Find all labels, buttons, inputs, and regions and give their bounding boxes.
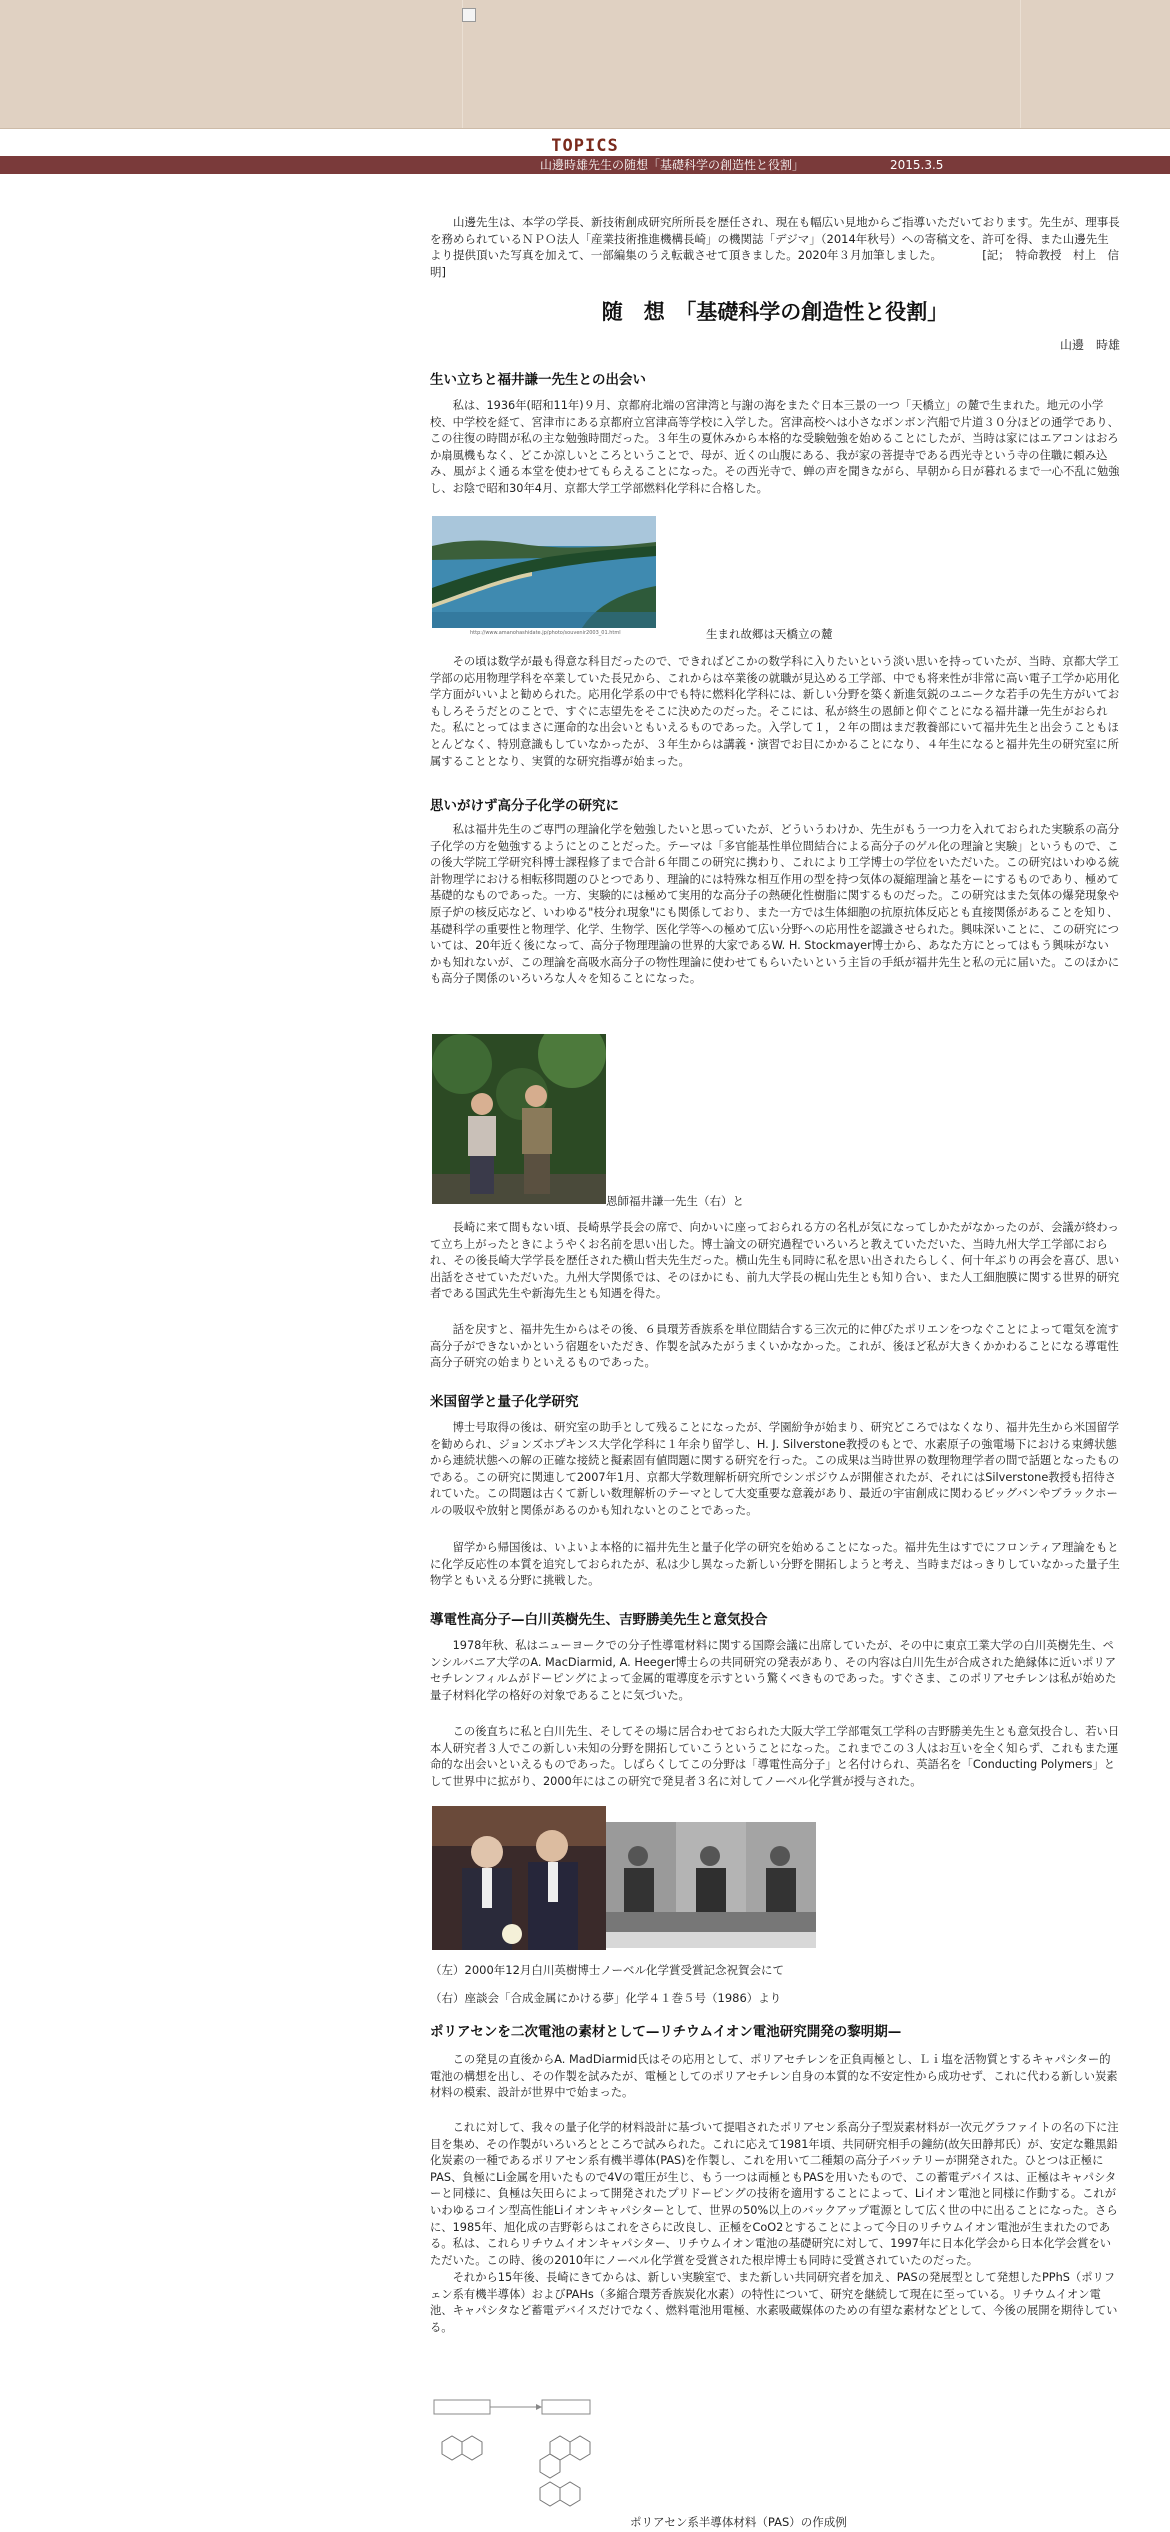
paragraph: 博士号取得の後は、研究室の助手として残ることになったが、学園紛争が始まり、研究どころではなくなり、福井先生から米国留学を勧められ、ジョンズホプキンス大学化学科に１年余り留学し、H. J. Silverstone教授のもとで、水素原子の強電場下における束縛状態から連続状態への解の正確な接続と擬素固有値問題に関する研究を行った。この成果は当時世界の数理物理学者の間で話題となったものである。この研究に関連して2007年1月、京都大学数理解析研究所でシンポジウムが開催されたが、それにはSilverstone教授も招待されていた。この問題は古くて新しい数理解析のテーマとして大変重要な意義があり、最近の宇宙創成に関わるビッグバンやブラックホールの吸収や放射と関係があるのかも知れないとのことであった。 xyxy=(430,1421,1120,1517)
article-author: 山邊 時雄 xyxy=(1059,338,1120,352)
paragraph: 私は福井先生のご専門の理論化学を勉強したいと思っていたが、どういうわけか、先生がもう一つ力を入れておられた実験系の高分子化学の方を勉強するようにとのことだった。テーマは「多官能基性単位間結合による高分子のゲル化の理論と実験」というもので、この後大学院工学研究科博士課程修了まで合計６年間この研究に携わり、これにより工学博士の学位をいただいた。この研究はいわゆる統計物理学における相転移問題のひとつであり、理論的には特殊な相互作用の型を持つ気体の凝縮理論と基をーにするものであり、極めて基礎的なものであった。一方、実験的には極めて実用的な高分子の熱硬化性樹脂に関するものだった。この研究はまた気体の爆発現象や原子炉の核反応など、いわゆる"枝分れ現象"にも関係しており、また一方では生体細胞の抗原抗体反応とも直接関係があることを知り、基礎科学の重要性と物理学、化学、生物学、医化学等への極めて広い分野への応用性を認識させられた。興味深いことに、この研究については、20年近く後になって、高分子物理理論の世界的大家であるW. H. Stockmayer博士から、あなた方にとってはもう興味がないかも知れないが、この理論を高吸水高分子の物性理論に使わせてもらいたいという主旨の手紙が福井先生と私の元に届いた。このほかにも高分子関係のいろいろな人々を知ることになった。 xyxy=(430,823,1120,986)
topics-bar-title: 山邊時雄先生の随想「基礎科学の創造性と役割」 xyxy=(540,158,805,172)
roundtable-photo xyxy=(606,1822,816,1948)
paragraph: この後直ちに私と白川先生、そしてその場に居合わせておられた大阪大学工学部電気工学科の吉野勝美先生とも意気投合し、若い日本人研究者３人でこの新しい未知の分野を開拓していこうということになった。これまでこの３人はお互いを全く知らず、これもまた運命的な出会いといえるものであった。しばらくしてこの分野は「導電性高分子」と名付けられ、英語名を「Conducting Polymers」として世界中に拡がり、2000年にはこの研究で発見者３名に対してノーベル化学賞が授与された。 xyxy=(430,1725,1120,1788)
paragraph: 話を戻すと、福井先生からはその後、６員環芳香族系を単位間結合する三次元的に伸びたポリエンをつなぐことによって電気を流す高分子ができないかという宿題をいただき、作製を試みたがうまくいかなかった。これが、後ほど私が大きくかかわることになる導電性高分子研究の始まりといえるものであった。 xyxy=(430,1323,1119,1370)
banner-divider xyxy=(1020,0,1021,128)
paragraph: 1978年秋、私はニューヨークでの分子性導電材料に関する国際会議に出席していたが、その中に東京工業大学の白川英樹先生、ペンシルバニア大学のA. MacDiarmid, A. Heeger博士らの共同研究の発表があり、その内容は白川先生が合成された絶縁体に近いポリアセチレンフィルムがドーピングによって金属的電導度を示すという驚くべきものであった。すぐさま、このポリアセチレンは私が始めた量子材料化学の格好の対象であることに気づいた。 xyxy=(430,1639,1117,1702)
paragraph: この発見の直後からA. MadDiarmid氏はその応用として、ポリアセチレンを正負両極とし、Ｌｉ塩を活物質とするキャパシター的電池の構想を出し、その作製を試みたが、電極としてのポリアセチレン自身の本質的な不安定性から成功せず、これに代わる新しい炭素材料の模索、設計が世界中で始まった。 xyxy=(430,2053,1118,2100)
topics-bar-date: 2015.3.5 xyxy=(890,158,944,172)
top-banner xyxy=(0,0,1170,129)
fukui-photo xyxy=(432,1034,606,1204)
article-title: 随 想 「基礎科学の創造性と役割」 xyxy=(601,300,949,324)
paragraph: その頃は数学が最も得意な科目だったので、できればどこかの数学科に入りたいという淡い思いを持っていたが、当時、京都大学工学部の応用物理学科を卒業していた長兄から、これからは卒業後の就職が見込める工学部、中でも将来性が非常に高い電子工学か応用化学方面がいいよと勧められた。応用化学系の中でも特に燃料化学科には、新しい分野を築く新進気鋭のユニークな若手の先生方がいておもしろそうだとのことで、すぐに志望先をそこに決めたのだった。そこには、私が終生の恩師と仰ぐことになる福井謙一先生がおられた。私にとってはまさに運命的な出会いともいえるものであった。入学して１，２年の間はまだ教養部にいて福井先生と出会うこともほとんどなく、特別意識もしていなかったが、３年生からは講義・演習でお目にかかることになり、４年生になると福井先生の研究室に所属することとなり、実質的な研究指導が始まった。 xyxy=(430,655,1120,768)
paragraph: 私は、1936年(昭和11年)９月、京都府北端の宮津湾と与謝の海をまたぐ日本三景の一つ「天橋立」の麓で生まれた。地元の小学校、中学校を経て、宮津市にある京都府立宮津高等学校に入学した。宮津高校へは小さなボンボン汽船で片道３０分ほどの通学であり、この往復の時間が私の主な勉強時間だった。３年生の夏休みから本格的な受験勉強を始めることにしたが、当時は家にはエアコンはおろか扇風機もなく、どこか涼しいところということで、母が、近くの山腹にある、我が家の菩提寺である西光寺という寺の住職に頼み込み、風がよく通る本堂を使わせてもらえることになった。その西光寺で、蝉の声を聞きながら、早朝から日が暮れるまで一心不乱に勉強し、お陰で昭和30年4月、京都大学工学部燃料化学科に合格した。 xyxy=(430,399,1120,495)
broken-image-icon xyxy=(462,8,476,22)
amanohashidate-photo xyxy=(432,516,656,628)
photo-caption: 生まれ故郷は天橋立の麓 xyxy=(706,627,833,641)
photo-caption: 恩師福井謙一先生（右）と xyxy=(606,1194,744,1208)
photo-caption: （右）座談会「合成金属にかける夢」化学４１巻５号（1986）より xyxy=(430,1991,782,2005)
photo-source: http://www.amanohashidate.jp/photo/souvenir2003_01.html xyxy=(470,630,621,636)
paragraph: 長崎に来て間もない頃、長崎県学長会の席で、向かいに座っておられる方の名札が気になってしかたがなかったのが、会議が終わって立ち上がったときにようやくお名前を思い出した。博士論文の研究過程でいろいろと教えていただいた、当時九州大学工学部におられ、その後長崎大学学長を歴任された横山哲夫先生だった。横山先生も同時に私を思い出されたらしく、何十年ぶりの再会を喜び、思い出話をさせていただいた。九州大学関係では、そのほかにも、前九大学長の梶山先生とも知り合い、また人工細胞膜に関する世界的研究者である国武先生や新海先生とも知遇を得た。 xyxy=(430,1221,1120,1301)
section-heading: 生い立ちと福井謙一先生との出会い xyxy=(430,372,646,388)
photo-caption: ポリアセン系半導体材料（PAS）の作成例 xyxy=(630,2515,847,2529)
photo-caption: （左）2000年12月白川英樹博士ノーベル化学賞受賞記念祝賀会にて xyxy=(430,1963,785,1977)
section-heading: ポリアセンを二次電池の素材として—リチウムイオン電池研究開発の黎明期— xyxy=(430,2024,902,2040)
section-heading: 米国留学と量子化学研究 xyxy=(430,1394,579,1410)
nobel-celebration-photo xyxy=(432,1806,606,1950)
paragraph: それから15年後、長崎にきてからは、新しい実験室で、また新しい共同研究者を加え、PASの発展型として発想したPPhS（ポリフェン系有機半導体）およびPAHs（多縮合環芳香族炭化水素）の特性について、研究を継続して現在に至っている。リチウムイオン電池、キャパシタなど蓄電デバイスだけでなく、燃料電池用電極、水素吸蔵媒体のための有望な素材などとして、今後の展開を期待している。 xyxy=(430,2271,1118,2334)
pas-diagram xyxy=(432,2392,594,2524)
intro-text: 山邊先生は、本学の学長、新技術創成研究所所長を歴任され、現在も幅広い見地からご指導いただいております。先生が、理事長を務められているＮＰＯ法人「産業技術推進機構長崎」の機関誌「デジマ」（2014年秋号）への寄稿文を、許可を得、また山邊先生より提供頂いた写真を加えて、一部編集のうえ転載させて頂きました。2020年３月加筆しました。 [記； 特命教授 村上 信明] xyxy=(430,215,1120,279)
topics-heading: TOPICS xyxy=(551,136,619,156)
topics-bar xyxy=(0,156,1170,174)
section-heading: 思いがけず高分子化学の研究に xyxy=(430,798,619,814)
paragraph: これに対して、我々の量子化学的材料設計に基づいて提唱されたポリアセン系高分子型炭素材料が一次元グラファイトの名の下に注目を集め、その作製がいろいろとところで試みられた。これに応えて1981年頃、共同研究相手の鐘紡(故矢田静邦氏）が、安定な難黒鉛化炭素の一種であるポリアセン系有機半導体(PAS)を作製し、これを用いて二種類の高分子バッテリーが開発された。ひとつは正極にPAS、負極にLi金属を用いたもので4Vの電圧が生じ、もう一つは両極ともPASを用いたもので、この蓄電デバイスは、正極はキャパシターと同様に、負極は矢田らによって開発されたプリドーピングの技術を適用することによって、Liイオン電池と同様に作動する。これがいわゆるコイン型高性能Liイオンキャパシターとして、世界の50%以上のバックアップ電源として広く世の中に出ることになった。さらに、1985年、旭化成の吉野彰らはこれをさらに改良し、正極をCoO2とすることによって今日のリチウムイオン電池が生まれたのである。私は、これらリチウムイオンキャパシター、リチウムイオン電池の基礎研究に対して、1997年に日本化学会から日本化学会賞をいただいた。この時、後の2010年にノーベル化学賞を受賞された根岸博士も同時に受賞されていたのだった。 xyxy=(430,2121,1119,2267)
paragraph: 留学から帰国後は、いよいよ本格的に福井先生と量子化学の研究を始めることになった。福井先生はすでにフロンティア理論をもとに化学反応性の本質を追究しておられたが、私は少し異なった新しい分野を開拓しようと考え、当時まだはっきりしていなかった量子生物学ともいえる分野に挑戦した。 xyxy=(430,1541,1120,1588)
intro-note xyxy=(430,214,1120,280)
section-heading: 導電性高分子—白川英樹先生、吉野勝美先生と意気投合 xyxy=(430,1612,768,1628)
